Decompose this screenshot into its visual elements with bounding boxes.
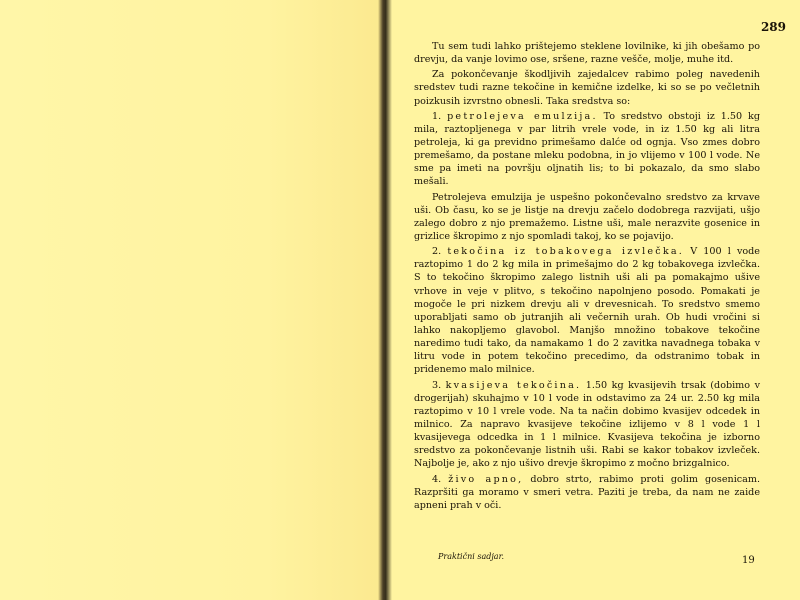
left-blank-page xyxy=(0,0,382,600)
paragraph-5: 2. tekočina iz tobakovega izvlečka. V 100 l vode raztopimo 1 do 2 kg mila in primešajmo do 2 kg tobakovega izvlečka. S to tekočino škropimo zalego listnih uši ali pa pomakajmo ušive vrhove in veje v plitvo, s tekočino napolnjeno posodo. Pomakati je mogoče le pri nizkem drevju ali v drevesnicah. To sredstvo smemo uporabljati samo ob jutranjih ali večernih urah. Ob hudi vročini si lahko nakopljemo glavobol. Manjšo množino tobakove tekočine naredimo tudi tako, da namakamo 1 do 2 zavitka navadnega tobaka v litru vode in potem tekočino precedimo, da odstranimo tobak in pridenemo malo milnice. xyxy=(414,246,760,376)
paragraph-4: Petrolejeva emulzija je uspešno pokončevalno sredstvo za krvave uši. Ob času, ko se je listje na drevju začelo dodobrega razvijati, ušjo zalego dobro z njo premažemo. Listne uši, male nerazvite gosenice in grizlice škropimo z njo spomladi takoj, ko se pojavijo. xyxy=(414,191,760,242)
paragraph-3: 1. petrolejeva emulzija. To sredstvo obstoji iz 1.50 kg mila, raztopljenega v par litrih vrele vode, in iz 1.50 kg ali litra petroleja, ki ga previdno primešamo dalće od ognja. Vso zmes dobro premešamo, da postane mleku podobna, in jo vlijemo v 100 l vode. Ne sme pa imeti na površju oljnatih lis; to bi pokazalo, da smo slabo mešali. xyxy=(414,110,761,188)
paragraph-7: 4. živo apno, dobro strto, rabimo proti golim gosenicam. Razpršiti ga moramo v smeri vetra. Paziti je treba, da nam ne zaide apneni prah v oči. xyxy=(414,473,761,511)
item-heading: kvasijeva tekočina. xyxy=(445,379,582,391)
page-number: 289 xyxy=(760,20,786,34)
paragraph-2: Za pokončevanje škodljivih zajedalcev rabimo poleg navedenih sredstev tudi razne tekočine in kemične izdelke, ki so se po večletnih poizkusih izvrstno obnesli. Taka sredstva so: xyxy=(414,69,760,107)
item-heading: živo apno, xyxy=(448,473,524,485)
footer-book-title: Praktični sadjar. xyxy=(438,552,505,561)
paragraph-1: Tu sem tudi lahko prištejemo steklene lovilnike, ki jih obešamo po drevju, da vanje lovimo ose, sršene, razne vešče, molje, muhe itd. xyxy=(414,41,760,66)
footer-signature-mark: 19 xyxy=(742,555,755,566)
book-gutter xyxy=(378,0,392,600)
body-text xyxy=(414,40,760,514)
item-heading: tekočina iz tobakovega izvlečka. xyxy=(447,246,685,258)
item-heading: petrolejeva emulzija. xyxy=(447,110,598,122)
paragraph-6: 3. kvasijeva tekočina. 1.50 kg kvasijevih trsak (dobimo v drogerijah) skuhajmo v 10 l vode in odstavimo za 24 ur. 2.50 kg mila raztopimo v 10 l vrele vode. Na ta način dobimo kvasijev odcedek in milnico. Za napravo kvasijeve tekočine izlijemo v 8 l vode 1 l kvasijevega odcedka in 1 l milnice. Kvasijeva tekočina je izborno sredstvo za pokončevanje listnih uši. Rabi se kakor tobakov izvleček. Najbolje je, ako z njo ušivo drevje škropimo z močno brizgalnico. xyxy=(414,379,760,470)
